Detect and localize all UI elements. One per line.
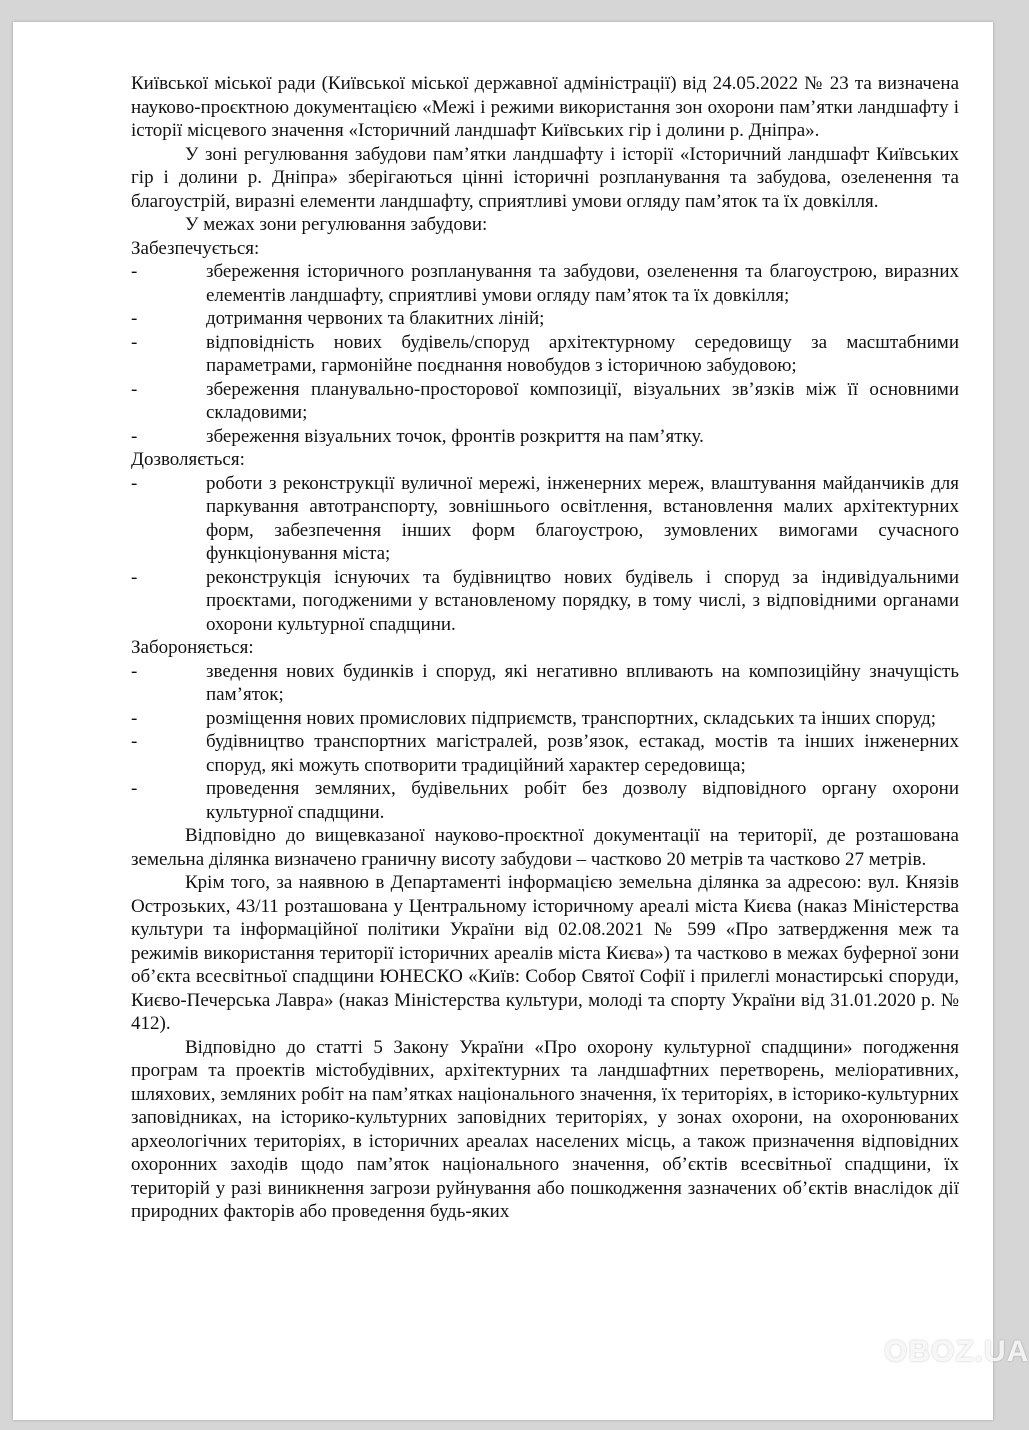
list-item: - будівництво транспортних магістралей, розв’язок, естакад, мостів та інших інженерних споруд, які можуть спотворити традиційний характер середовища;	[131, 730, 959, 777]
watermark-text: OBOZ.UA	[884, 1335, 1029, 1368]
provided-list	[131, 260, 959, 448]
provided-label: Забезпечується:	[131, 237, 260, 259]
document-body	[131, 72, 959, 1224]
list-item: - реконструкція існуючих та будівництво нових будівель і споруд за індивідуальними проєктами, погодженими у встановленому порядку, в тому числі, з відповідними органами охорони культурної спадщини.	[131, 566, 959, 637]
paragraph: Відповідно до статті 5 Закону України «Про охорону культурної спадщини» погодження програм та проектів містобудівних, архітектурних та ландшафтних перетворень, меліоративних, шляхових, земляних робіт на пам’ятках національного значення, їх територіях, в історико-культурних заповідниках, на історико-культурних заповідних територіях, у зонах охорони, на охоронюваних археологічних територіях, в історичних ареалах населених місць, а також призначення відповідних охоронних заходів щодо пам’яток національного значення, об’єктів всесвітньої спадщини, їх територій у разі виникнення загрози руйнування або пошкодження зазначених об’єктів внаслідок дії природних факторів або проведення будь-яких	[131, 1036, 959, 1222]
paragraph: Крім того, за наявною в Департаменті інформацією земельна ділянка за адресою: вул. Князів Острозьких, 43/11 розташована у Центральному історичному ареалі міста Києва (наказ Міністерства культури та інформаційної політики України від 02.08.2021 № 599 «Про затвердження меж та режимів використання території історичних ареалів міста Києва») та частково в межах буферної зони об’єкта всесвітньої спадщини ЮНЕСКО «Київ: Собор Святої Софії і прилеглі монастирські споруди, Києво-Печерська Лавра» (наказ Міністерства культури, молоді та спорту України від 31.01.2020 р. № 412).	[131, 872, 959, 1034]
list-item: - зведення нових будинків і споруд, які негативно впливають на композиційну значущість пам’яток;	[131, 660, 959, 707]
allowed-label: Дозволяється:	[131, 449, 245, 470]
paragraph: Відповідно до вищевказаної науково-проєктної документації на території, де розташована земельна ділянка визначено граничну висоту забудови – частково 20 метрів та частково 27 метрів.	[131, 825, 959, 870]
oboz-logo-icon	[808, 1318, 876, 1386]
paragraph: У зоні регулювання забудови пам’ятки ландшафту і історії «Історичний ландшафт Київських гір і долини р. Дніпра» зберігаються цінні історичні розпланування та забудова, озеленення та благоустрій, виразні елементи ландшафту, сприятливі умови огляду пам’яток та їх довкілля.	[131, 143, 959, 212]
list-item: - дотримання червоних та блакитних ліній;	[131, 307, 959, 331]
list-item: - розміщення нових промислових підприємств, транспортних, складських та інших споруд;	[131, 707, 959, 731]
paragraph: У межах зони регулювання забудови:	[185, 214, 488, 235]
list-item: - роботи з реконструкції вуличної мережі, інженерних мереж, влаштування майданчиків для паркування автотранспорту, зовнішнього освітлення, встановлення малих архітектурних форм, забезпечення інших форм благоустрою, зумовлених вимогами сучасного функціонування міста;	[131, 472, 959, 566]
oboz-watermark	[808, 1318, 1029, 1386]
document-page	[13, 22, 993, 1420]
list-item: - збереження візуальних точок, фронтів розкриття на пам’ятку.	[131, 425, 959, 449]
forbidden-list	[131, 660, 959, 825]
list-item: - проведення земляних, будівельних робіт без дозволу відповідного органу охорони культурної спадщини.	[131, 777, 959, 824]
list-item: - збереження історичного розпланування та забудови, озеленення та благоустрою, виразних елементів ландшафту, сприятливі умови огляду пам’яток та їх довкілля;	[131, 260, 959, 307]
forbidden-label: Забороняється:	[131, 637, 254, 658]
list-item: - збереження планувально-просторової композиції, візуальних зв’язків між її основними складовими;	[131, 378, 959, 425]
allowed-list	[131, 472, 959, 637]
paragraph: Київської міської ради (Київської міської державної адміністрації) від 24.05.2022 № 23 та визначена науково-проєктною документацією «Межі і режими використання зон охорони пам’ятки ландшафту і історії місцевого значення «Історичний ландшафт Київських гір і долини р. Дніпра».	[131, 73, 959, 141]
list-item: - відповідність нових будівель/споруд архітектурному середовищу за масштабними параметрами, гармонійне поєднання новобудов з історичною забудовою;	[131, 331, 959, 378]
